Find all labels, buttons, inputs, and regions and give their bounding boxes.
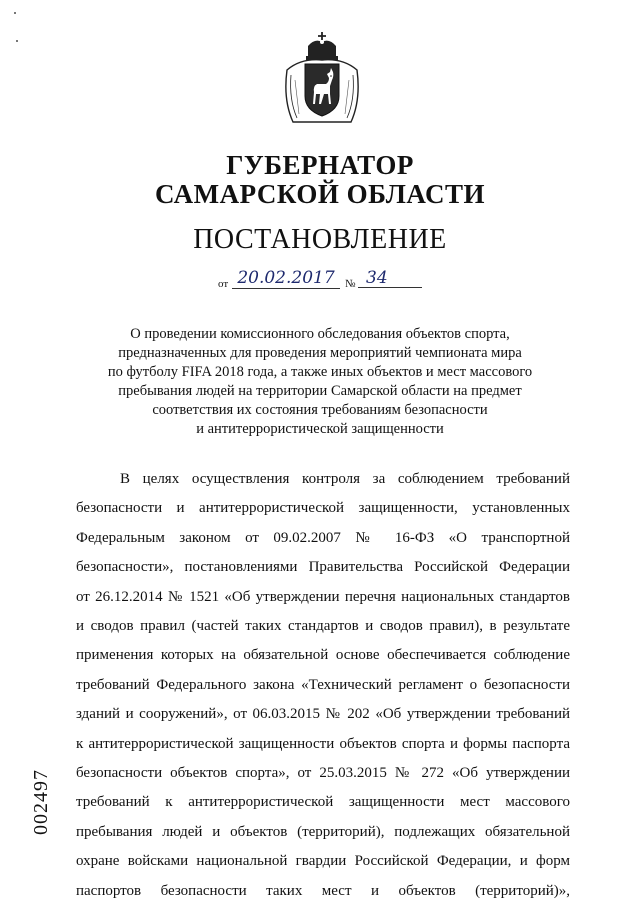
body-line: Федеральным законом от 09.02.2007 № 16-ФЗ «О транспортной bbox=[76, 529, 570, 546]
scan-speck bbox=[16, 40, 18, 42]
region-title: САМАРСКОЙ ОБЛАСТИ bbox=[154, 179, 486, 209]
subject-line: и антитеррористической защищенности bbox=[196, 421, 444, 437]
body-line: паспортов безопасности таких мест и объектов (территорий)», bbox=[76, 882, 570, 899]
subject-line: предназначенных для проведения мероприятий чемпионата мира bbox=[118, 345, 522, 361]
document-type-heading: ПОСТАНОВЛЕНИЕ bbox=[193, 224, 447, 255]
document-subject bbox=[60, 325, 580, 439]
subject-line: соответствия их состояния требованиям безопасности bbox=[152, 402, 488, 418]
subject-line: пребывания людей на территории Самарской области на предмет bbox=[118, 383, 522, 399]
date-label: от bbox=[218, 278, 229, 290]
subject-line: по футболу FIFA 2018 года, а также иных объектов и мест массового bbox=[107, 364, 533, 380]
body-line: требований к антитеррористической защищенности мест массового bbox=[76, 794, 570, 811]
body-line: зданий и сооружений», от 06.03.2015 № 202 «Об утверждении требований bbox=[76, 706, 570, 723]
handwritten-date: 20.02.2017 bbox=[232, 268, 340, 289]
body-line: от 26.12.2014 № 1521 «Об утверждении перечня национальных стандартов bbox=[76, 588, 570, 605]
body-line: к антитеррористической защищенности объектов спорта и формы паспорта bbox=[76, 735, 570, 752]
body-line: безопасности объектов спорта», от 25.03.2015 № 272 «Об утверждении bbox=[76, 765, 570, 782]
governor-title: ГУБЕРНАТОР bbox=[226, 150, 414, 180]
body-line: безопасности», постановлениями Правительства Российской Федерации bbox=[76, 559, 570, 576]
body-line: и сводов правил (частей таких стандартов и сводов правил), в результате bbox=[76, 618, 570, 635]
body-line: безопасности и антитеррористической защищенности, установленных bbox=[76, 500, 570, 517]
subject-line: О проведении комиссионного обследования объектов спорта, bbox=[130, 326, 510, 342]
body-line: пребывания людей и объектов (территорий), подлежащих обязательной bbox=[76, 823, 570, 840]
body-paragraph bbox=[76, 465, 570, 906]
body-line: применения которых на обязательной основе обеспечивается соблюдение bbox=[76, 647, 570, 664]
registration-stamp-number: 002497 bbox=[30, 769, 52, 835]
body-line: требований Федерального закона «Технический регламент о безопасности bbox=[76, 676, 570, 693]
handwritten-number: 34 bbox=[358, 268, 422, 288]
date-number-line bbox=[0, 268, 640, 294]
body-line: В целях осуществления контроля за соблюдением требований bbox=[120, 471, 570, 487]
number-label: № bbox=[345, 278, 356, 290]
body-line: охране войсками национальной гвардии Российской Федерации, и форм bbox=[76, 853, 570, 870]
coat-of-arms-icon bbox=[283, 30, 361, 130]
scan-speck bbox=[14, 12, 16, 14]
